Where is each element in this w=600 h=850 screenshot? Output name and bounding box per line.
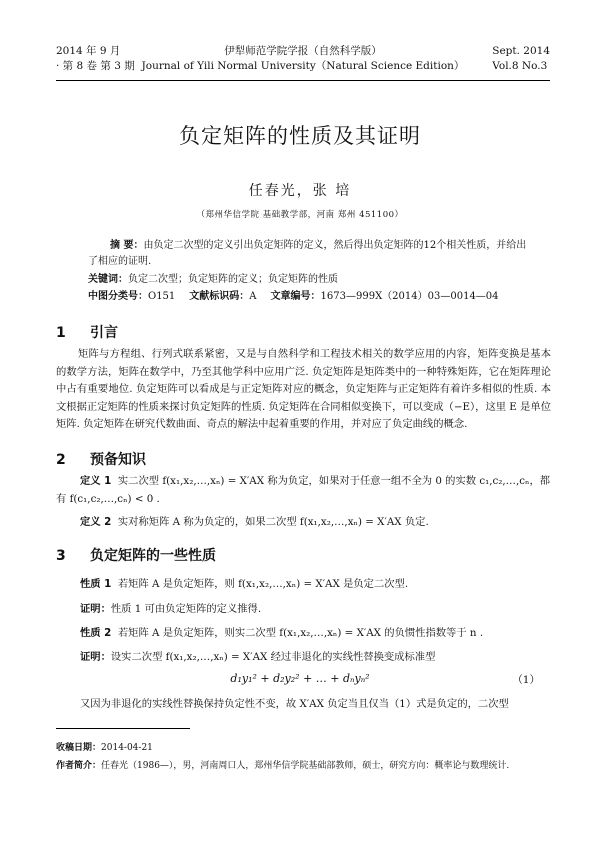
journal-name-en: Journal of Yili Normal University（Natural Science Edition） bbox=[141, 60, 465, 72]
footnote-received bbox=[56, 741, 556, 755]
intro-paragraph: 矩阵与方程组、行列式联系紧密，又是与自然科学和工程技术相关的数学应用的内容，矩阵变换是基本的数学方法，矩阵在数学中，乃至其他学科中应用广泛. 负定矩阵是矩阵类中的一种特殊矩阵，它在矩阵理论中占有重要地位. 负定矩阵可以看成是与正定矩阵对应的概念，负定矩阵与正定矩阵有着许多相似的性质. 本文根据正定矩阵的性质来探讨负定矩阵的性质. 负定矩阵在合同相似变换下，可以变成（−E），这里 E 是单位矩阵. 负定矩阵在研究代数曲面、奇点的解法中起着重要的作用，并对应了负定曲线的概念. bbox=[56, 348, 551, 431]
definition-1-text: 实二次型 f(x₁,x₂,…,xₙ) = X′AX 称为负定，如果对于任意一组不全为 0 的实数 c₁,c₂,…,cₙ，都 bbox=[117, 475, 551, 487]
section-number: 3 bbox=[56, 548, 66, 564]
article-no-value: 1673—999X（2014）03—0014—04 bbox=[320, 291, 499, 302]
section-number: 2 bbox=[56, 452, 66, 468]
header-volume-en: Vol.8 No.3 bbox=[492, 60, 548, 72]
definition-2 bbox=[80, 514, 551, 531]
proof-1-label: 证明： bbox=[80, 603, 111, 615]
definition-2-label: 定义 2 bbox=[80, 516, 112, 528]
header-center bbox=[56, 44, 550, 74]
author-bio-label: 作者简介： bbox=[56, 761, 102, 771]
paper-title: 负定矩阵的性质及其证明 bbox=[179, 124, 421, 148]
footnote-rule bbox=[56, 728, 190, 729]
keywords-text: 负定二次型；负定矩阵的定义；负定矩阵的性质 bbox=[128, 274, 338, 285]
proof-1-text: 性质 1 可由负定矩阵的定义推得. bbox=[110, 603, 262, 615]
section-heading-3 bbox=[56, 545, 216, 565]
header-volume: · 第 8 卷 第 3 期 bbox=[56, 60, 135, 72]
keywords bbox=[88, 272, 528, 288]
section-number: 1 bbox=[56, 325, 66, 341]
proof-2 bbox=[80, 649, 551, 666]
received-label: 收稿日期： bbox=[56, 743, 102, 753]
equation-1: d₁y₁² + d₂y₂² + … + dₙyₙ² bbox=[230, 672, 370, 685]
section-title: 预备知识 bbox=[90, 452, 146, 468]
paper-authors: 任春光，张 培 bbox=[248, 183, 352, 199]
section-title: 引言 bbox=[90, 325, 118, 341]
definition-2-text: 实对称矩阵 A 称为负定的，如果二次型 f(x₁,x₂,…,xₙ) = X′AX 负定. bbox=[117, 516, 429, 528]
section-heading-1 bbox=[56, 322, 118, 342]
keywords-label: 关键词： bbox=[88, 274, 128, 285]
clc-value: O151 bbox=[148, 291, 176, 302]
definition-1-cont: 有 f(c₁,c₂,…,cₙ) < 0 . bbox=[56, 493, 160, 505]
property-2-text: 若矩阵 A 是负定矩阵，则实二次型 f(x₁,x₂,…,xₙ) = X′AX 的负惯性指数等于 n . bbox=[117, 627, 484, 639]
property-1 bbox=[80, 576, 551, 593]
abstract-label: 摘 要： bbox=[110, 240, 144, 251]
proof-1 bbox=[80, 601, 551, 618]
author-affiliation: （郑州华信学院 基础教学部，河南 郑州 451100） bbox=[196, 210, 404, 220]
property-1-text: 若矩阵 A 是负定矩阵，则 f(x₁,x₂,…,xₙ) = X′AX 是负定二次型. bbox=[117, 578, 409, 590]
article-no-label: 文章编号： bbox=[270, 291, 321, 302]
property-2-label: 性质 2 bbox=[80, 627, 112, 639]
received-date: 2014-04-21 bbox=[101, 743, 153, 753]
footnote-author bbox=[56, 759, 556, 773]
abstract bbox=[88, 238, 528, 270]
classification-line bbox=[88, 289, 528, 305]
header-right bbox=[492, 44, 550, 74]
property-2 bbox=[80, 625, 551, 642]
header-rule bbox=[56, 80, 550, 81]
equation-number: （1） bbox=[512, 674, 540, 686]
property-1-label: 性质 1 bbox=[80, 578, 112, 590]
doc-code-value: A bbox=[249, 291, 257, 302]
header-date: 2014 年 9 月 bbox=[56, 45, 121, 57]
doc-code-label: 文献标识码： bbox=[189, 291, 250, 302]
section-heading-2 bbox=[56, 449, 146, 469]
section-title: 负定矩阵的一些性质 bbox=[90, 548, 216, 564]
journal-name-cn: 伊犁师范学院学报（自然科学版） bbox=[224, 45, 382, 57]
proof-2-text: 设实二次型 f(x₁,x₂,…,xₙ) = X′AX 经过非退化的实线性替换变成标准型 bbox=[110, 651, 436, 663]
definition-1-label: 定义 1 bbox=[80, 475, 112, 487]
abstract-text: 由负定二次型的定义引出负定矩阵的定义，然后得出负定矩阵的12个相关性质，并给出了相应的证明. bbox=[88, 240, 527, 267]
definition-1 bbox=[80, 473, 551, 490]
header-date-en: Sept. 2014 bbox=[492, 45, 550, 57]
author-bio: 任春光（1986—），男，河南周口人，郑州华信学院基础部教师，硕士，研究方向：概率论与数理统计. bbox=[101, 761, 510, 771]
clc-label: 中图分类号： bbox=[88, 291, 148, 302]
proof-2-label: 证明： bbox=[80, 651, 111, 663]
continuation-text: 又因为非退化的实线性替换保持负定性不变，故 X′AX 负定当且仅当（1）式是负定的，二次型 bbox=[80, 698, 509, 710]
